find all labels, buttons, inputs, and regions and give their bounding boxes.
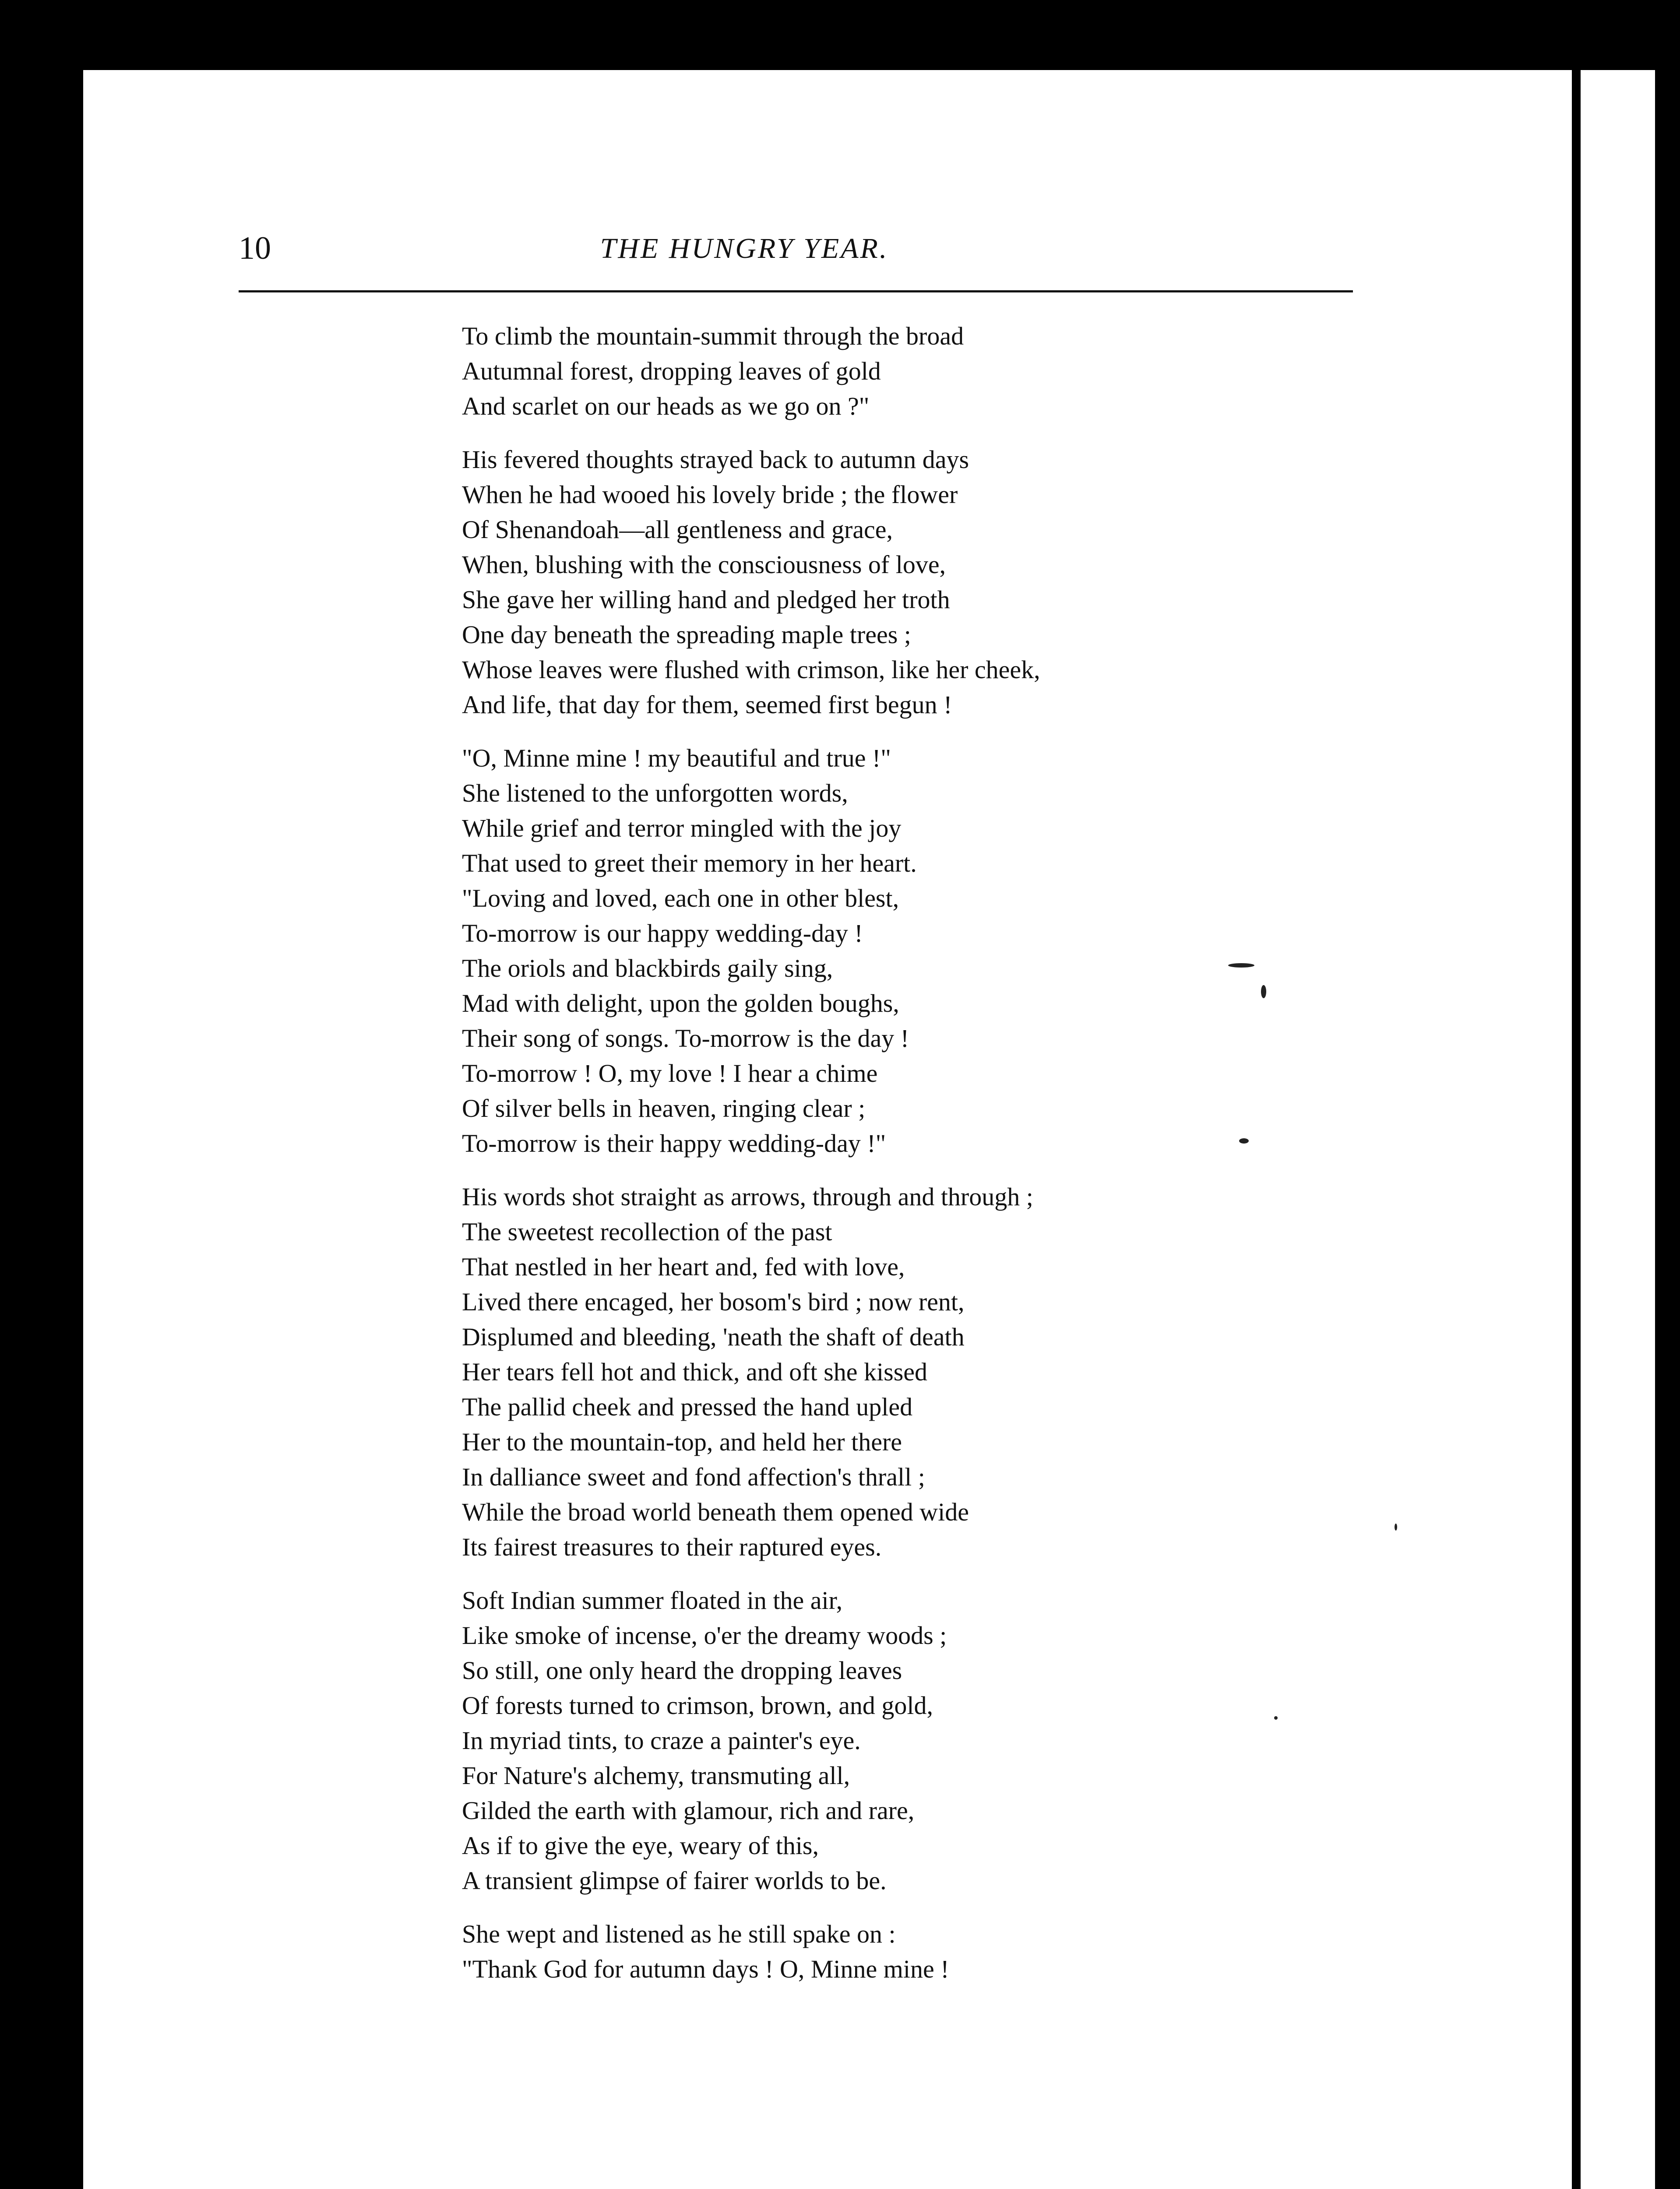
page-number: 10 [239,230,271,266]
poem-line: She wept and listened as he still spake on : [462,1920,896,1948]
poem-line: In myriad tints, to craze a painter's eye. [462,1726,861,1755]
poem-line: Gilded the earth with glamour, rich and rare, [462,1796,915,1825]
stanza [462,1917,1040,1987]
poem-line: Of forests turned to crimson, brown, and gold, [462,1691,933,1720]
poem-line: The pallid cheek and pressed the hand upled [462,1393,913,1421]
ink-speck [1239,1138,1249,1144]
poem-line: Of Shenandoah—all gentleness and grace, [462,515,893,544]
poem-line: A transient glimpse of fairer worlds to be. [462,1866,887,1895]
poem-line: Their song of songs. To-morrow is the day ! [462,1024,909,1052]
ink-speck [1261,985,1266,998]
poem-line: To-morrow is their happy wedding-day !" [462,1129,886,1158]
poem-line: She gave her willing hand and pledged her troth [462,585,950,614]
stanza [462,319,1040,424]
poem-line: And scarlet on our heads as we go on ?" [462,392,870,420]
poem-line: Her tears fell hot and thick, and oft she kissed [462,1358,928,1386]
poem-line: "O, Minne mine ! my beautiful and true !" [462,744,891,772]
running-title: THE HUNGRY YEAR. [600,232,889,264]
poem-line: Her to the mountain-top, and held her there [462,1428,902,1456]
poem-line: For Nature's alchemy, transmuting all, [462,1761,850,1790]
poem-line: Of silver bells in heaven, ringing clear ; [462,1094,866,1123]
poem-line: When, blushing with the consciousness of love, [462,550,946,579]
poem-line: Lived there encaged, her bosom's bird ; now rent, [462,1288,965,1316]
poem-line: Its fairest treasures to their raptured eyes. [462,1533,882,1561]
poem-line: While grief and terror mingled with the joy [462,814,902,842]
stanza [462,741,1040,1161]
poem-line: Soft Indian summer floated in the air, [462,1586,843,1615]
poem-line: To climb the mountain-summit through the broad [462,322,964,350]
poem-line: His words shot straight as arrows, through and through ; [462,1182,1033,1211]
poem-line: One day beneath the spreading maple trees ; [462,620,911,649]
poem-line: To-morrow ! O, my love ! I hear a chime [462,1059,878,1087]
poem-line: That nestled in her heart and, fed with love, [462,1253,905,1281]
ink-speck [1274,1716,1278,1720]
poem-line: While the broad world beneath them opened wide [462,1498,969,1526]
poem-line: Like smoke of incense, o'er the dreamy woods ; [462,1621,947,1650]
poem-line: His fevered thoughts strayed back to autumn days [462,445,969,474]
poem-line: Displumed and bleeding, 'neath the shaft of death [462,1323,965,1351]
poem-line: In dalliance sweet and fond affection's thrall ; [462,1463,925,1491]
stanza [462,442,1040,722]
poem-line: The sweetest recollection of the past [462,1218,832,1246]
poem-line: She listened to the unforgotten words, [462,779,848,807]
poem-line: So still, one only heard the dropping leaves [462,1656,902,1685]
poem-line: Autumnal forest, dropping leaves of gold [462,357,881,385]
poem-line: When he had wooed his lovely bride ; the flower [462,480,958,509]
ink-speck [1228,963,1254,968]
next-page-edge [1581,70,1655,2189]
stanza [462,1583,1040,1898]
ink-speck [1395,1524,1397,1531]
poem-line: "Loving and loved, each one in other blest, [462,884,899,912]
poem-line: The oriols and blackbirds gaily sing, [462,954,833,982]
poem-line: Mad with delight, upon the golden boughs, [462,989,899,1017]
header-rule [239,290,1353,292]
poem-line: "Thank God for autumn days ! O, Minne mine ! [462,1955,949,1983]
poem-text [462,319,1040,2005]
poem-line: That used to greet their memory in her heart. [462,849,917,877]
stanza [462,1179,1040,1565]
poem-line: Whose leaves were flushed with crimson, like her cheek, [462,655,1040,684]
poem-line: And life, that day for them, seemed first begun ! [462,690,952,719]
poem-line: To-morrow is our happy wedding-day ! [462,919,863,947]
poem-line: As if to give the eye, weary of this, [462,1831,819,1860]
